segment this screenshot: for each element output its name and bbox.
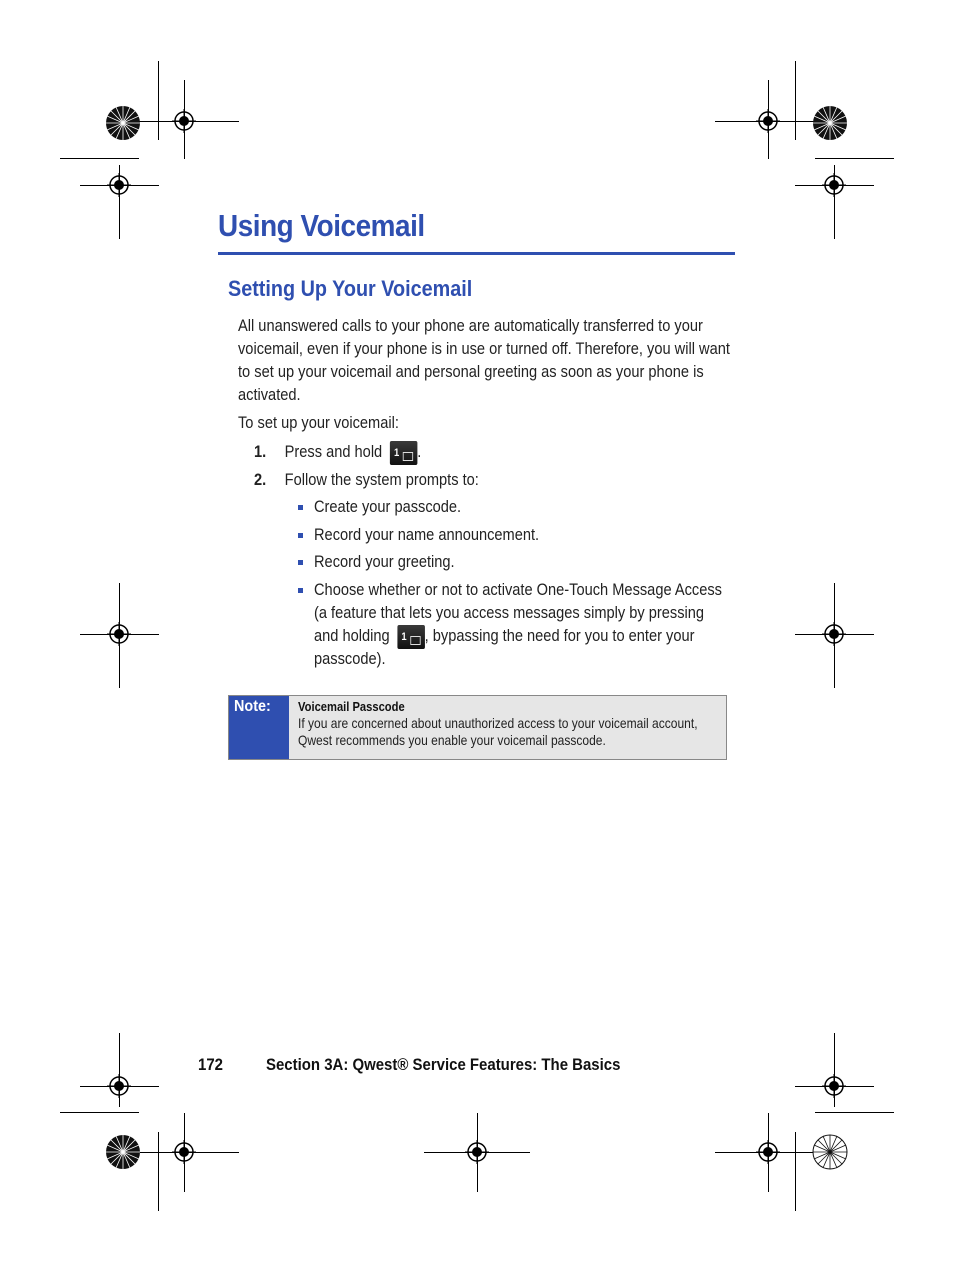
- bullet-item-line: (a feature that lets you access messages simply by pressing: [314, 603, 705, 622]
- starburst-mark-icon: [105, 1134, 141, 1170]
- registration-mark-icon: [822, 1074, 846, 1098]
- bullet-item: Record your name announcement.: [314, 525, 540, 544]
- bullet-item: Create your passcode.: [314, 497, 462, 516]
- step-text-end: .: [417, 442, 422, 461]
- note-body: If you are concerned about unauthorized access to your voicemail account, Qwest recommends you enable your voicemail passcode.: [298, 715, 698, 748]
- footer-section: Section 3A: Qwest® Service Features: The Basics: [266, 1055, 621, 1074]
- registration-mark-icon: [822, 173, 846, 197]
- registration-mark-icon: [465, 1140, 489, 1164]
- page-number: 172: [198, 1055, 223, 1074]
- registration-mark-icon: [107, 1074, 131, 1098]
- bullet-text: and holding: [314, 626, 390, 645]
- voicemail-key-icon: 1: [390, 441, 418, 465]
- bullet-item-line: [314, 624, 694, 649]
- starburst-mark-icon: [812, 1134, 848, 1170]
- step-number: 1.: [254, 442, 267, 461]
- note-label: Note:: [234, 698, 271, 715]
- note-label-cell: [229, 696, 289, 759]
- bullet-item: Record your greeting.: [314, 552, 455, 571]
- bullet-icon: [298, 560, 303, 565]
- registration-mark-icon: [107, 622, 131, 646]
- bullet-icon: [298, 533, 303, 538]
- title-divider: [218, 252, 735, 255]
- registration-mark-icon: [172, 109, 196, 133]
- instructions-lead: To set up your voicemail:: [238, 413, 399, 432]
- starburst-mark-icon: [105, 105, 141, 141]
- section-title: Setting Up Your Voicemail: [228, 276, 473, 301]
- registration-mark-icon: [822, 622, 846, 646]
- registration-mark-icon: [756, 1140, 780, 1164]
- bullet-text: , bypassing the need for you to enter your: [424, 626, 695, 645]
- registration-mark-icon: [756, 109, 780, 133]
- registration-mark-icon: [107, 173, 131, 197]
- bullet-icon: [298, 505, 303, 510]
- step-text: Follow the system prompts to:: [284, 470, 479, 489]
- bullet-item-line: Choose whether or not to activate One-Touch Message Access: [314, 580, 722, 599]
- step-1: [254, 440, 421, 465]
- step-number: 2.: [254, 470, 267, 489]
- step-2: [254, 468, 479, 491]
- voicemail-key-icon: 1: [397, 625, 425, 649]
- note-heading: Voicemail Passcode: [298, 699, 405, 714]
- page-title: Using Voicemail: [218, 208, 425, 243]
- step-text: Press and hold: [284, 442, 383, 461]
- bullet-item-line: passcode).: [314, 649, 386, 668]
- note-box: [228, 695, 727, 760]
- bullet-icon: [298, 588, 303, 593]
- registration-mark-icon: [172, 1140, 196, 1164]
- starburst-mark-icon: [812, 105, 848, 141]
- intro-paragraph: All unanswered calls to your phone are automatically transferred to your voicemail, even if your phone is in use or turned off. Therefore, you will want to set up your voicemail and personal greeting as soon as your phone is activated.: [238, 316, 730, 404]
